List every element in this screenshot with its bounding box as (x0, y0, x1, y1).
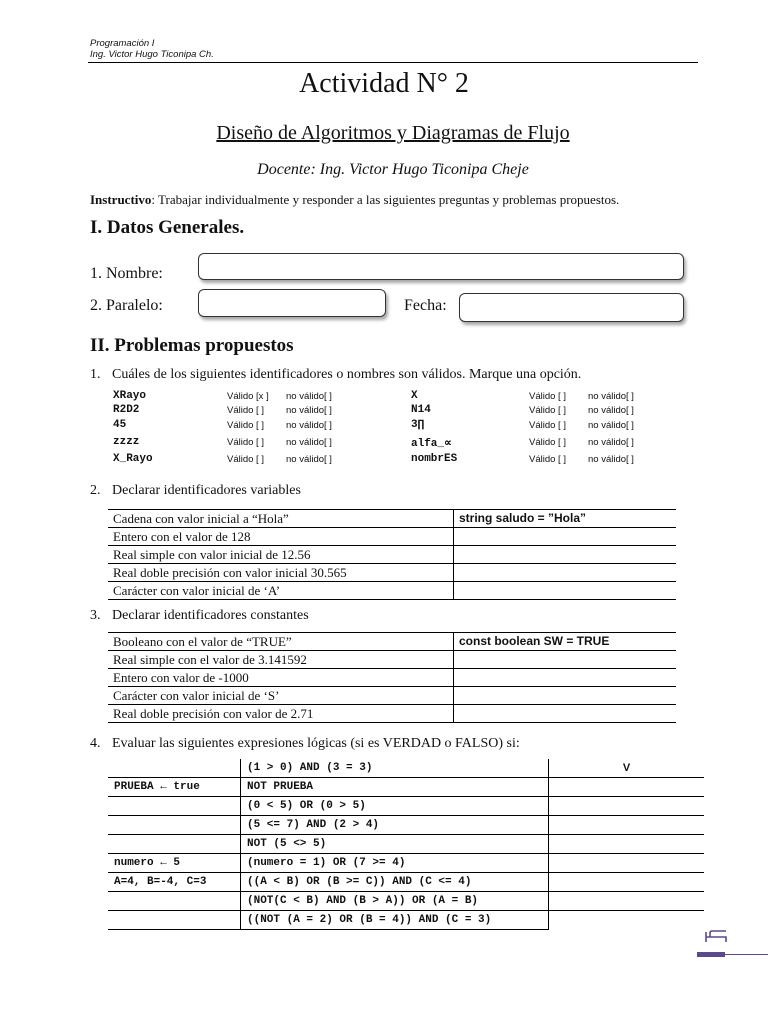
description-cell: Entero con el valor de 128 (108, 528, 454, 546)
question-3: 3. Declarar identificadores constantes (90, 608, 309, 623)
valido-checkbox[interactable]: Válido [ ] (227, 454, 264, 465)
assignment-cell (108, 759, 241, 778)
section-problemas: II. Problemas propuestos (90, 335, 294, 356)
variables-table (108, 509, 676, 600)
description-cell: Real doble precisión con valor de 2.71 (108, 705, 454, 723)
expression-row (108, 873, 704, 892)
expression-cell: (0 < 5) OR (0 > 5) (241, 797, 549, 816)
no-valido-checkbox[interactable]: no válido[ ] (588, 454, 634, 465)
assignment-cell: A=4, B=-4, C=3 (108, 873, 241, 892)
fecha-field[interactable] (459, 293, 684, 322)
expression-row (108, 854, 704, 873)
result-cell[interactable] (549, 892, 705, 911)
valido-checkbox[interactable]: Válido [ ] (529, 405, 566, 416)
description-cell: Entero con valor de -1000 (108, 669, 454, 687)
answer-cell[interactable] (454, 546, 677, 564)
answer-cell[interactable] (454, 651, 677, 669)
result-cell[interactable]: V (549, 759, 705, 778)
table-row (108, 669, 676, 687)
assignment-cell (108, 816, 241, 835)
expression-row (108, 835, 704, 854)
identifier-name: R2D2 (113, 404, 140, 416)
no-valido-checkbox[interactable]: no válido[ ] (286, 454, 332, 465)
result-cell[interactable] (549, 854, 705, 873)
answer-cell[interactable] (454, 528, 677, 546)
expression-cell: (numero = 1) OR (7 >= 4) (241, 854, 549, 873)
nombre-label: 1. Nombre: (90, 265, 163, 282)
description-cell: Real doble precisión con valor inicial 30.565 (108, 564, 454, 582)
paralelo-label: 2. Paralelo: (90, 297, 163, 314)
no-valido-checkbox[interactable]: no válido[ ] (286, 420, 332, 431)
identifier-name: 45 (113, 419, 127, 431)
assignment-cell (108, 911, 241, 930)
no-valido-checkbox[interactable]: no válido[ ] (588, 405, 634, 416)
valido-checkbox[interactable]: Válido [ ] (529, 420, 566, 431)
no-valido-checkbox[interactable]: no válido[ ] (588, 420, 634, 431)
table-row (108, 510, 676, 528)
expression-cell: NOT (5 <> 5) (241, 835, 549, 854)
table-row (108, 705, 676, 723)
identifier-name: alfa_∝ (411, 438, 452, 450)
identifier-name: zzzz (113, 436, 140, 448)
answer-cell[interactable] (454, 687, 677, 705)
fecha-label: Fecha: (404, 297, 447, 314)
table-row (108, 564, 676, 582)
answer-cell[interactable] (454, 564, 677, 582)
constants-table (108, 632, 676, 723)
table-row (108, 687, 676, 705)
result-cell[interactable] (549, 816, 705, 835)
result-cell[interactable] (549, 873, 705, 892)
no-valido-checkbox[interactable]: no válido[ ] (588, 437, 634, 448)
paralelo-field[interactable] (198, 289, 386, 317)
assignment-cell: numero ← 5 (108, 854, 241, 873)
no-valido-checkbox[interactable]: no válido[ ] (286, 405, 332, 416)
answer-cell[interactable]: const boolean SW = TRUE (454, 633, 677, 651)
valido-checkbox[interactable]: Válido [ ] (529, 454, 566, 465)
logic-expressions-table (108, 759, 704, 930)
expression-cell: ((NOT (A = 2) OR (B = 4)) AND (C = 3) (241, 911, 549, 930)
answer-cell[interactable] (454, 582, 677, 600)
description-cell: Cadena con valor inicial a “Hola” (108, 510, 454, 528)
valido-checkbox[interactable]: Válido [ ] (227, 437, 264, 448)
expression-cell: (1 > 0) AND (3 = 3) (241, 759, 549, 778)
no-valido-checkbox[interactable]: no válido[ ] (588, 391, 634, 402)
assignment-cell (108, 835, 241, 854)
result-cell[interactable] (549, 835, 705, 854)
header-teacher: Ing. Victor Hugo Ticonipa Ch. (90, 49, 214, 60)
expression-row (108, 911, 704, 930)
footer-ornament-icon (704, 928, 730, 944)
valido-checkbox[interactable]: Válido [ ] (227, 420, 264, 431)
expression-row (108, 778, 704, 797)
page-subtitle: Diseño de Algoritmos y Diagramas de Flujo (216, 122, 570, 144)
valido-checkbox[interactable]: Válido [ ] (529, 437, 566, 448)
result-cell[interactable] (549, 797, 705, 816)
description-cell: Real simple con el valor de 3.141592 (108, 651, 454, 669)
valido-checkbox[interactable]: Válido [ ] (227, 405, 264, 416)
question-2: 2. Declarar identificadores variables (90, 483, 301, 498)
result-cell[interactable] (549, 911, 705, 930)
assignment-cell (108, 797, 241, 816)
question-4: 4. Evaluar las siguientes expresiones lógicas (si es VERDAD o FALSO) si: (90, 736, 520, 751)
footer-accent-bar (697, 952, 725, 957)
table-row (108, 582, 676, 600)
footer-accent-line (725, 954, 768, 955)
table-row (108, 546, 676, 564)
no-valido-checkbox[interactable]: no válido[ ] (286, 437, 332, 448)
table-row (108, 651, 676, 669)
identifier-name: nombrES (411, 453, 458, 465)
section-datos-generales: I. Datos Generales. (90, 217, 245, 238)
expression-cell: (NOT(C < B) AND (B > A)) OR (A = B) (241, 892, 549, 911)
instructions: Instructivo: Trabajar individualmente y responder a las siguientes preguntas y problemas propuestos. (90, 192, 620, 207)
expression-row (108, 892, 704, 911)
valido-checkbox[interactable]: Válido [x ] (227, 391, 269, 402)
page-header (90, 38, 214, 60)
assignment-cell (108, 892, 241, 911)
valido-checkbox[interactable]: Válido [ ] (529, 391, 566, 402)
nombre-field[interactable] (198, 253, 684, 280)
identifier-name: N14 (411, 404, 431, 416)
answer-cell[interactable] (454, 705, 677, 723)
description-cell: Booleano con el valor de “TRUE” (108, 633, 454, 651)
expression-cell: (5 <= 7) AND (2 > 4) (241, 816, 549, 835)
table-row (108, 528, 676, 546)
identifier-name: 3∏ (411, 419, 425, 431)
page-title: Actividad N° 2 (299, 68, 469, 99)
docente-line: Docente: Ing. Victor Hugo Ticonipa Cheje (257, 161, 529, 178)
expression-cell: NOT PRUEBA (241, 778, 549, 797)
no-valido-checkbox[interactable]: no válido[ ] (286, 391, 332, 402)
description-cell: Real simple con valor inicial de 12.56 (108, 546, 454, 564)
identifier-name: X_Rayo (113, 453, 153, 465)
assignment-cell: PRUEBA ← true (108, 778, 241, 797)
expression-row (108, 816, 704, 835)
description-cell: Carácter con valor inicial de ‘A’ (108, 582, 454, 600)
description-cell: Carácter con valor inicial de ‘S’ (108, 687, 454, 705)
expression-cell: ((A < B) OR (B >= C)) AND (C <= 4) (241, 873, 549, 892)
answer-cell[interactable] (454, 669, 677, 687)
identifier-name: XRayo (113, 390, 147, 402)
expression-row (108, 797, 704, 816)
identifier-name: X (411, 390, 418, 402)
header-divider (88, 62, 698, 63)
result-cell[interactable] (549, 778, 705, 797)
expression-row (108, 759, 704, 778)
header-course: Programación I (90, 38, 155, 49)
answer-cell[interactable]: string saludo = ”Hola” (454, 510, 677, 528)
question-1: 1. Cuáles de los siguientes identificadores o nombres son válidos. Marque una opción. (90, 367, 582, 382)
table-row (108, 633, 676, 651)
